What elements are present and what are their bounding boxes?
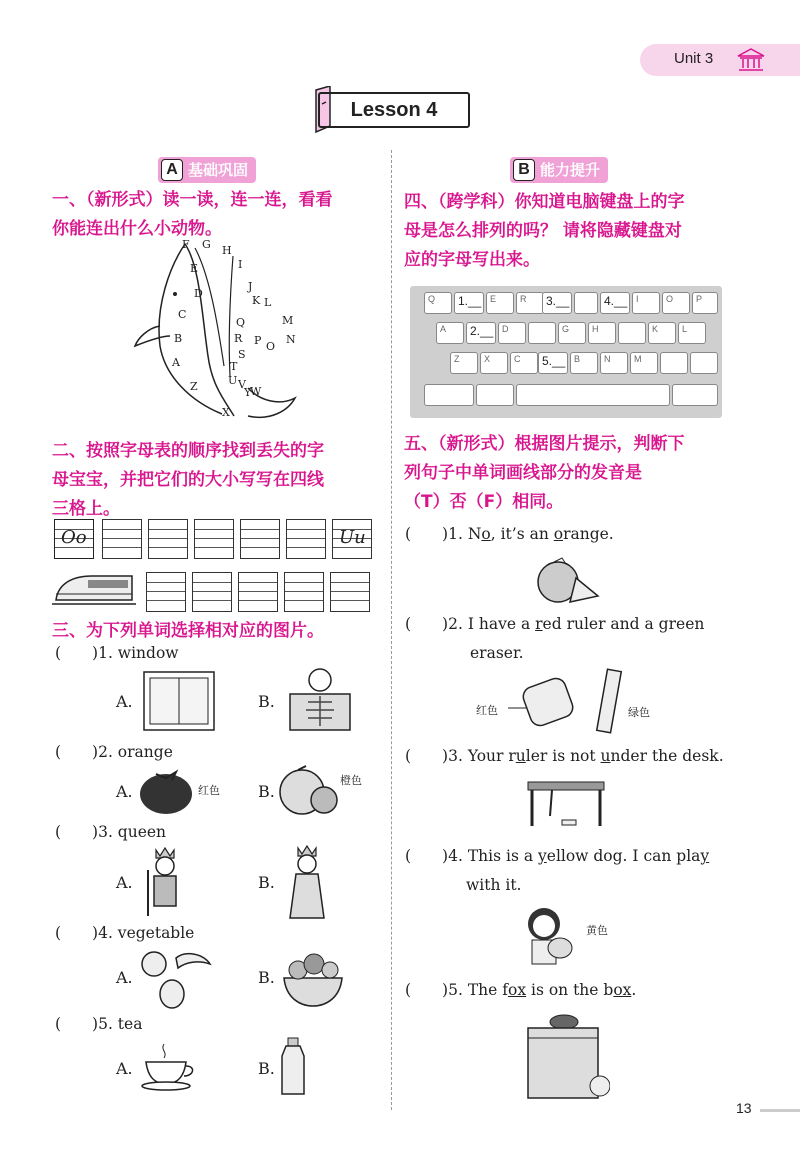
key: O	[662, 292, 690, 314]
desk-picture	[524, 778, 608, 832]
color-note: 黄色	[586, 924, 608, 937]
building-icon	[736, 47, 766, 73]
grid-box-given: Oo	[54, 519, 94, 559]
option-a-label: A.	[116, 782, 133, 801]
key	[660, 352, 688, 374]
dot-letter: J	[248, 280, 253, 293]
dot-letter: U	[228, 374, 238, 387]
option-a-label: A.	[116, 692, 133, 711]
dot-letter: Z	[190, 380, 198, 393]
q5-item-4-continued: with it.	[466, 876, 522, 894]
q5-item-5: ( )5. The fox is on the box.	[405, 981, 637, 999]
q5-item-2: ( )2. I have a red ruler and a green	[405, 615, 705, 633]
milk-bottle-picture[interactable]	[280, 1036, 306, 1096]
dot-letter: N	[286, 333, 296, 346]
key: G	[558, 322, 586, 344]
key: H	[588, 322, 616, 344]
q5-item-4: ( )4. This is a yellow dog. I can play	[405, 847, 710, 865]
key	[618, 322, 646, 344]
key-blank-2[interactable]: 2.__	[466, 322, 496, 344]
key	[424, 384, 474, 406]
key: B	[570, 352, 598, 374]
q5-item-2-continued: eraser.	[470, 644, 524, 662]
grid-box-blank[interactable]	[192, 572, 232, 612]
window-picture[interactable]	[142, 670, 216, 732]
color-note: 红色	[476, 704, 498, 717]
dot-letter: D	[194, 287, 203, 300]
spacebar-key	[516, 384, 670, 406]
option-b-label: B.	[258, 782, 275, 801]
q3-item-3: ( )3. queen	[55, 823, 167, 841]
key: P	[692, 292, 718, 314]
dot-letter: B	[174, 332, 183, 345]
ruler-picture	[594, 668, 624, 734]
dot-letter: M	[282, 314, 294, 327]
key: K	[648, 322, 676, 344]
grid-box-given: Uu	[332, 519, 372, 559]
key: X	[480, 352, 508, 374]
section-a-badge	[158, 157, 256, 183]
q3-item-2: ( )2. orange	[55, 743, 173, 761]
grid-box-blank[interactable]	[284, 572, 324, 612]
key: M	[630, 352, 658, 374]
page-line	[760, 1109, 800, 1112]
whale-dot-picture	[130, 236, 310, 426]
xray-boy-picture[interactable]	[280, 666, 360, 734]
page-number: 13	[736, 1100, 752, 1116]
dot-letter: C	[178, 308, 187, 321]
q4-title: 四、（跨学科）你知道电脑键盘上的字 母是怎么排列的吗？ 请将隐藏键盘对 应的字母写出来。	[404, 192, 685, 270]
section-b-letter: B	[513, 159, 535, 181]
keyboard-picture	[410, 286, 722, 418]
key: I	[632, 292, 660, 314]
queen-picture[interactable]	[284, 844, 330, 920]
key	[690, 352, 718, 374]
section-b-label: 能力提升	[540, 161, 601, 179]
dot-letter: X	[222, 406, 230, 419]
key	[574, 292, 598, 314]
dot-letter: P	[254, 334, 262, 347]
key: D	[498, 322, 526, 344]
dot-letter: L	[264, 296, 272, 309]
q1-title: 一、（新形式）读一读，连一连，看看 你能连出什么小动物。	[52, 190, 333, 239]
king-picture[interactable]	[142, 846, 188, 918]
q5-item-1: ( )1. No, it’s an orange.	[405, 525, 614, 543]
fox-on-box-picture	[520, 1010, 610, 1100]
dot-letter: T	[230, 360, 238, 373]
option-a-label: A.	[116, 1059, 133, 1078]
q2-title: 二、按照字母表的顺序找到丢失的字 母宝宝，并把它们的大小写写在四线 三格上。	[52, 441, 324, 519]
key: R	[516, 292, 544, 314]
key	[476, 384, 514, 406]
dot-letter: Q	[236, 316, 246, 329]
eraser-picture	[508, 670, 578, 732]
key: A	[436, 322, 464, 344]
section-a-label: 基础巩固	[188, 161, 249, 179]
dot-letter: E	[190, 262, 199, 275]
dot-letter: F	[182, 238, 190, 251]
unit-tab	[640, 44, 800, 76]
q3-title: 三、为下列单词选择相对应的图片。	[52, 621, 324, 641]
option-b-label: B.	[258, 968, 275, 987]
dot-letter: Y	[244, 386, 252, 399]
key: E	[486, 292, 514, 314]
key: L	[678, 322, 706, 344]
q3-item-5: ( )5. tea	[55, 1015, 143, 1033]
q3-item-4: ( )4. vegetable	[55, 924, 195, 942]
dot-letter: K	[252, 294, 261, 307]
fruit-picture[interactable]	[138, 946, 218, 1010]
q3-item-1: ( )1. window	[55, 644, 179, 662]
option-a-label: A.	[116, 873, 133, 892]
color-note: 橙色	[340, 774, 362, 787]
option-b-label: B.	[258, 1059, 275, 1078]
grid-box-blank[interactable]	[194, 519, 234, 559]
grid-box-blank[interactable]	[146, 572, 186, 612]
teacup-picture[interactable]	[140, 1040, 198, 1092]
dot-letter: I	[238, 258, 243, 271]
key-blank-4[interactable]: 4.__	[600, 292, 630, 314]
key-blank-5[interactable]: 5.__	[538, 352, 568, 374]
dot-letter: G	[202, 238, 211, 251]
grid-box-blank[interactable]	[240, 519, 280, 559]
key-blank-3[interactable]: 3.__	[542, 292, 572, 314]
grid-box-blank[interactable]	[330, 572, 370, 612]
color-note: 红色	[198, 784, 220, 797]
dot-letter: O	[266, 340, 276, 353]
dot-letter: A	[172, 356, 180, 369]
column-divider	[391, 150, 392, 1110]
grid-box-blank[interactable]	[148, 519, 188, 559]
grid-box-blank[interactable]	[286, 519, 326, 559]
grid-box-blank[interactable]	[238, 572, 278, 612]
key: N	[600, 352, 628, 374]
dot-letter: H	[222, 244, 232, 257]
key: Z	[450, 352, 478, 374]
option-b-label: B.	[258, 692, 275, 711]
option-a-label: A.	[116, 968, 133, 987]
key: Q	[424, 292, 452, 314]
lesson-title: Lesson 4	[318, 92, 470, 128]
dot-letter: V	[238, 378, 246, 391]
train-icon	[52, 570, 136, 610]
option-b-label: B.	[258, 873, 275, 892]
key: C	[510, 352, 538, 374]
key	[528, 322, 556, 344]
key-blank-1[interactable]: 1.__	[454, 292, 484, 314]
key	[672, 384, 718, 406]
q5-item-3: ( )3. Your ruler is not under the desk.	[405, 747, 724, 765]
tomato-picture[interactable]	[138, 764, 198, 816]
section-a-letter: A	[161, 159, 183, 181]
girl-with-dog-picture	[520, 904, 586, 966]
dot-letter: R	[234, 332, 243, 345]
grid-box-blank[interactable]	[102, 519, 142, 559]
unit-label: Unit 3	[674, 50, 714, 67]
q5-title: 五、（新形式）根据图片提示，判断下 列句子中单词画线部分的发音是 （T）否（F）相同。	[404, 434, 685, 512]
vegetable-basket-picture[interactable]	[280, 948, 346, 1008]
orange-fruit-picture	[536, 556, 602, 606]
orange-picture[interactable]	[278, 764, 340, 818]
dot-letter: W	[250, 385, 262, 398]
section-b-badge	[510, 157, 608, 183]
dot-letter: S	[238, 348, 246, 361]
color-note: 绿色	[628, 706, 650, 719]
